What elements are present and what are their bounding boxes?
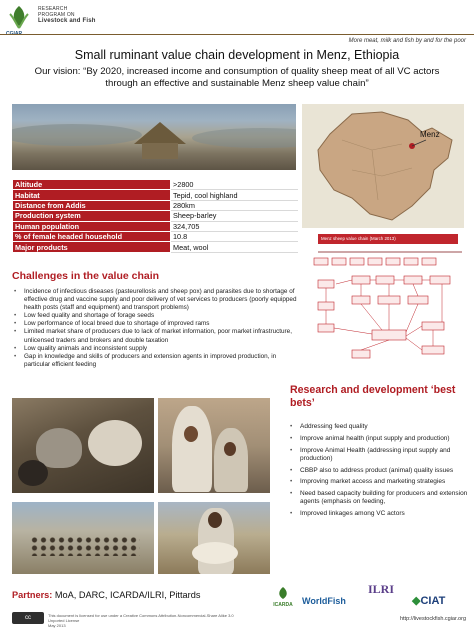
list-item: • Incidence of infectious diseases (pasteurellosis and sheep pox) and parasites due to shortage of effective drug and vaccine supply and poor delivery of vet services to producers (poorly equipped health posts (staff and equipment) and transport problems): [12, 288, 302, 312]
fact-value: Tepid, cool highland: [171, 190, 298, 200]
poster-title: Small ruminant value chain development in Menz, Ethiopia: [74, 48, 400, 62]
license-date: May 2013: [48, 623, 66, 628]
facts-row: [13, 190, 298, 200]
facts-row: [13, 211, 298, 221]
fact-value: 280km: [171, 200, 298, 210]
cattle-feeding-photo: [12, 398, 154, 493]
list-item: • Low quality animals and inconsistent supply: [12, 345, 302, 353]
facts-row: [13, 180, 298, 190]
program-title: [38, 6, 96, 24]
menz-label: Menz: [420, 130, 440, 139]
fact-key: Production system: [13, 211, 171, 221]
cgiar-logo-icon: [6, 4, 32, 32]
list-item: • Gap in knowledge and skills of producers and extension agents in improved production, in particular efficient feeding: [12, 353, 302, 369]
list-item: • Improve animal health (input supply and production): [288, 435, 468, 443]
license-text: [48, 613, 248, 628]
facts-row: [13, 200, 298, 210]
fact-value: 10.8: [171, 231, 298, 241]
sheep-flock-photo: [12, 502, 154, 574]
rd-heading: Research and development ‘best bets’: [290, 384, 456, 409]
header: [0, 0, 474, 36]
fact-key: Distance from Addis: [13, 200, 171, 210]
list-item: • Limited market share of producers due to lack of market information, poor market infrastructure, unlicensed traders and brokers and double taxation: [12, 328, 302, 344]
facts-row: [13, 231, 298, 241]
website-url[interactable]: http://livestockfish.cgiar.org: [399, 616, 466, 622]
value-chain-diagram: [312, 232, 468, 368]
man-with-sheep-photo: [158, 502, 270, 574]
partners-text: MoA, DARC, ICARDA/ILRI, Pittards: [54, 590, 201, 600]
program-name: Livestock and Fish: [38, 18, 96, 24]
vision-statement: Our vision: “By 2020, increased income and consumption of quality sheep meat of all VC actors through an effective and sustainable Menz sheep value chain”: [34, 66, 440, 89]
list-item: • Addressing feed quality: [288, 423, 468, 431]
list-item: • Improved linkages among VC actors: [288, 510, 468, 518]
chain-flow-icon: [312, 246, 468, 368]
chain-caption: Menz sheep value chain (March 2013): [318, 234, 458, 244]
list-item: • Low performance of local breed due to shortage of improved rams: [12, 320, 302, 328]
header-divider: [0, 34, 474, 35]
worldfish-logo: WorldFish: [302, 596, 346, 606]
ethiopia-map: [302, 104, 464, 228]
facts-row: [13, 221, 298, 231]
facts-row: [13, 242, 298, 252]
list-item: • Improving market access and marketing strategies: [288, 478, 468, 486]
tagline: More meat, milk and fish by and for the poor: [348, 38, 466, 44]
ciat-text: CIAT: [420, 595, 446, 607]
list-item: • CBBP also to address product (animal) quality issues: [288, 467, 468, 475]
women-portrait-photo: [158, 398, 270, 493]
rd-list: [288, 423, 468, 522]
fact-key: % of female headed household: [13, 231, 171, 241]
fact-key: Human population: [13, 221, 171, 231]
highland-hut-photo: [12, 104, 296, 170]
ciat-logo: [412, 594, 445, 607]
license-line: This document is licensed for use under a Creative Commons Attribution-Noncommercial-Share Alike 3.0 Unported License: [48, 613, 234, 623]
icarda-logo: [272, 586, 294, 608]
program-line1: RESEARCH: [38, 6, 68, 12]
fact-value: Meat, wool: [171, 242, 298, 252]
challenges-heading: Challenges in the value chain: [12, 270, 160, 282]
challenges-list: [12, 288, 302, 369]
list-item: • Improve Animal Health (addressing input supply and production): [288, 447, 468, 463]
map-outline-icon: [312, 110, 460, 224]
fact-key: Habitat: [13, 190, 171, 200]
list-item: • Need based capacity building for producers and extension agents (emphasis on feeding,: [288, 490, 468, 506]
icarda-leaf-icon: [276, 586, 290, 600]
partners-line: [12, 590, 200, 600]
ilri-logo: ILRI: [368, 582, 395, 596]
fact-value: Sheep-barley: [171, 211, 298, 221]
fact-key: Major products: [13, 242, 171, 252]
program-line2: PROGRAM ON: [38, 12, 75, 18]
fact-value: 324,705: [171, 221, 298, 231]
facts-table: [12, 179, 298, 253]
icarda-text: ICARDA: [273, 602, 293, 608]
cc-license-icon: cc: [12, 612, 44, 624]
list-item: • Low feed quality and shortage of forage seeds: [12, 312, 302, 320]
fact-value: >2800: [171, 180, 298, 190]
ciat-mark-icon: ◆: [412, 595, 421, 607]
partners-label: Partners:: [12, 590, 53, 600]
fact-key: Altitude: [13, 180, 171, 190]
